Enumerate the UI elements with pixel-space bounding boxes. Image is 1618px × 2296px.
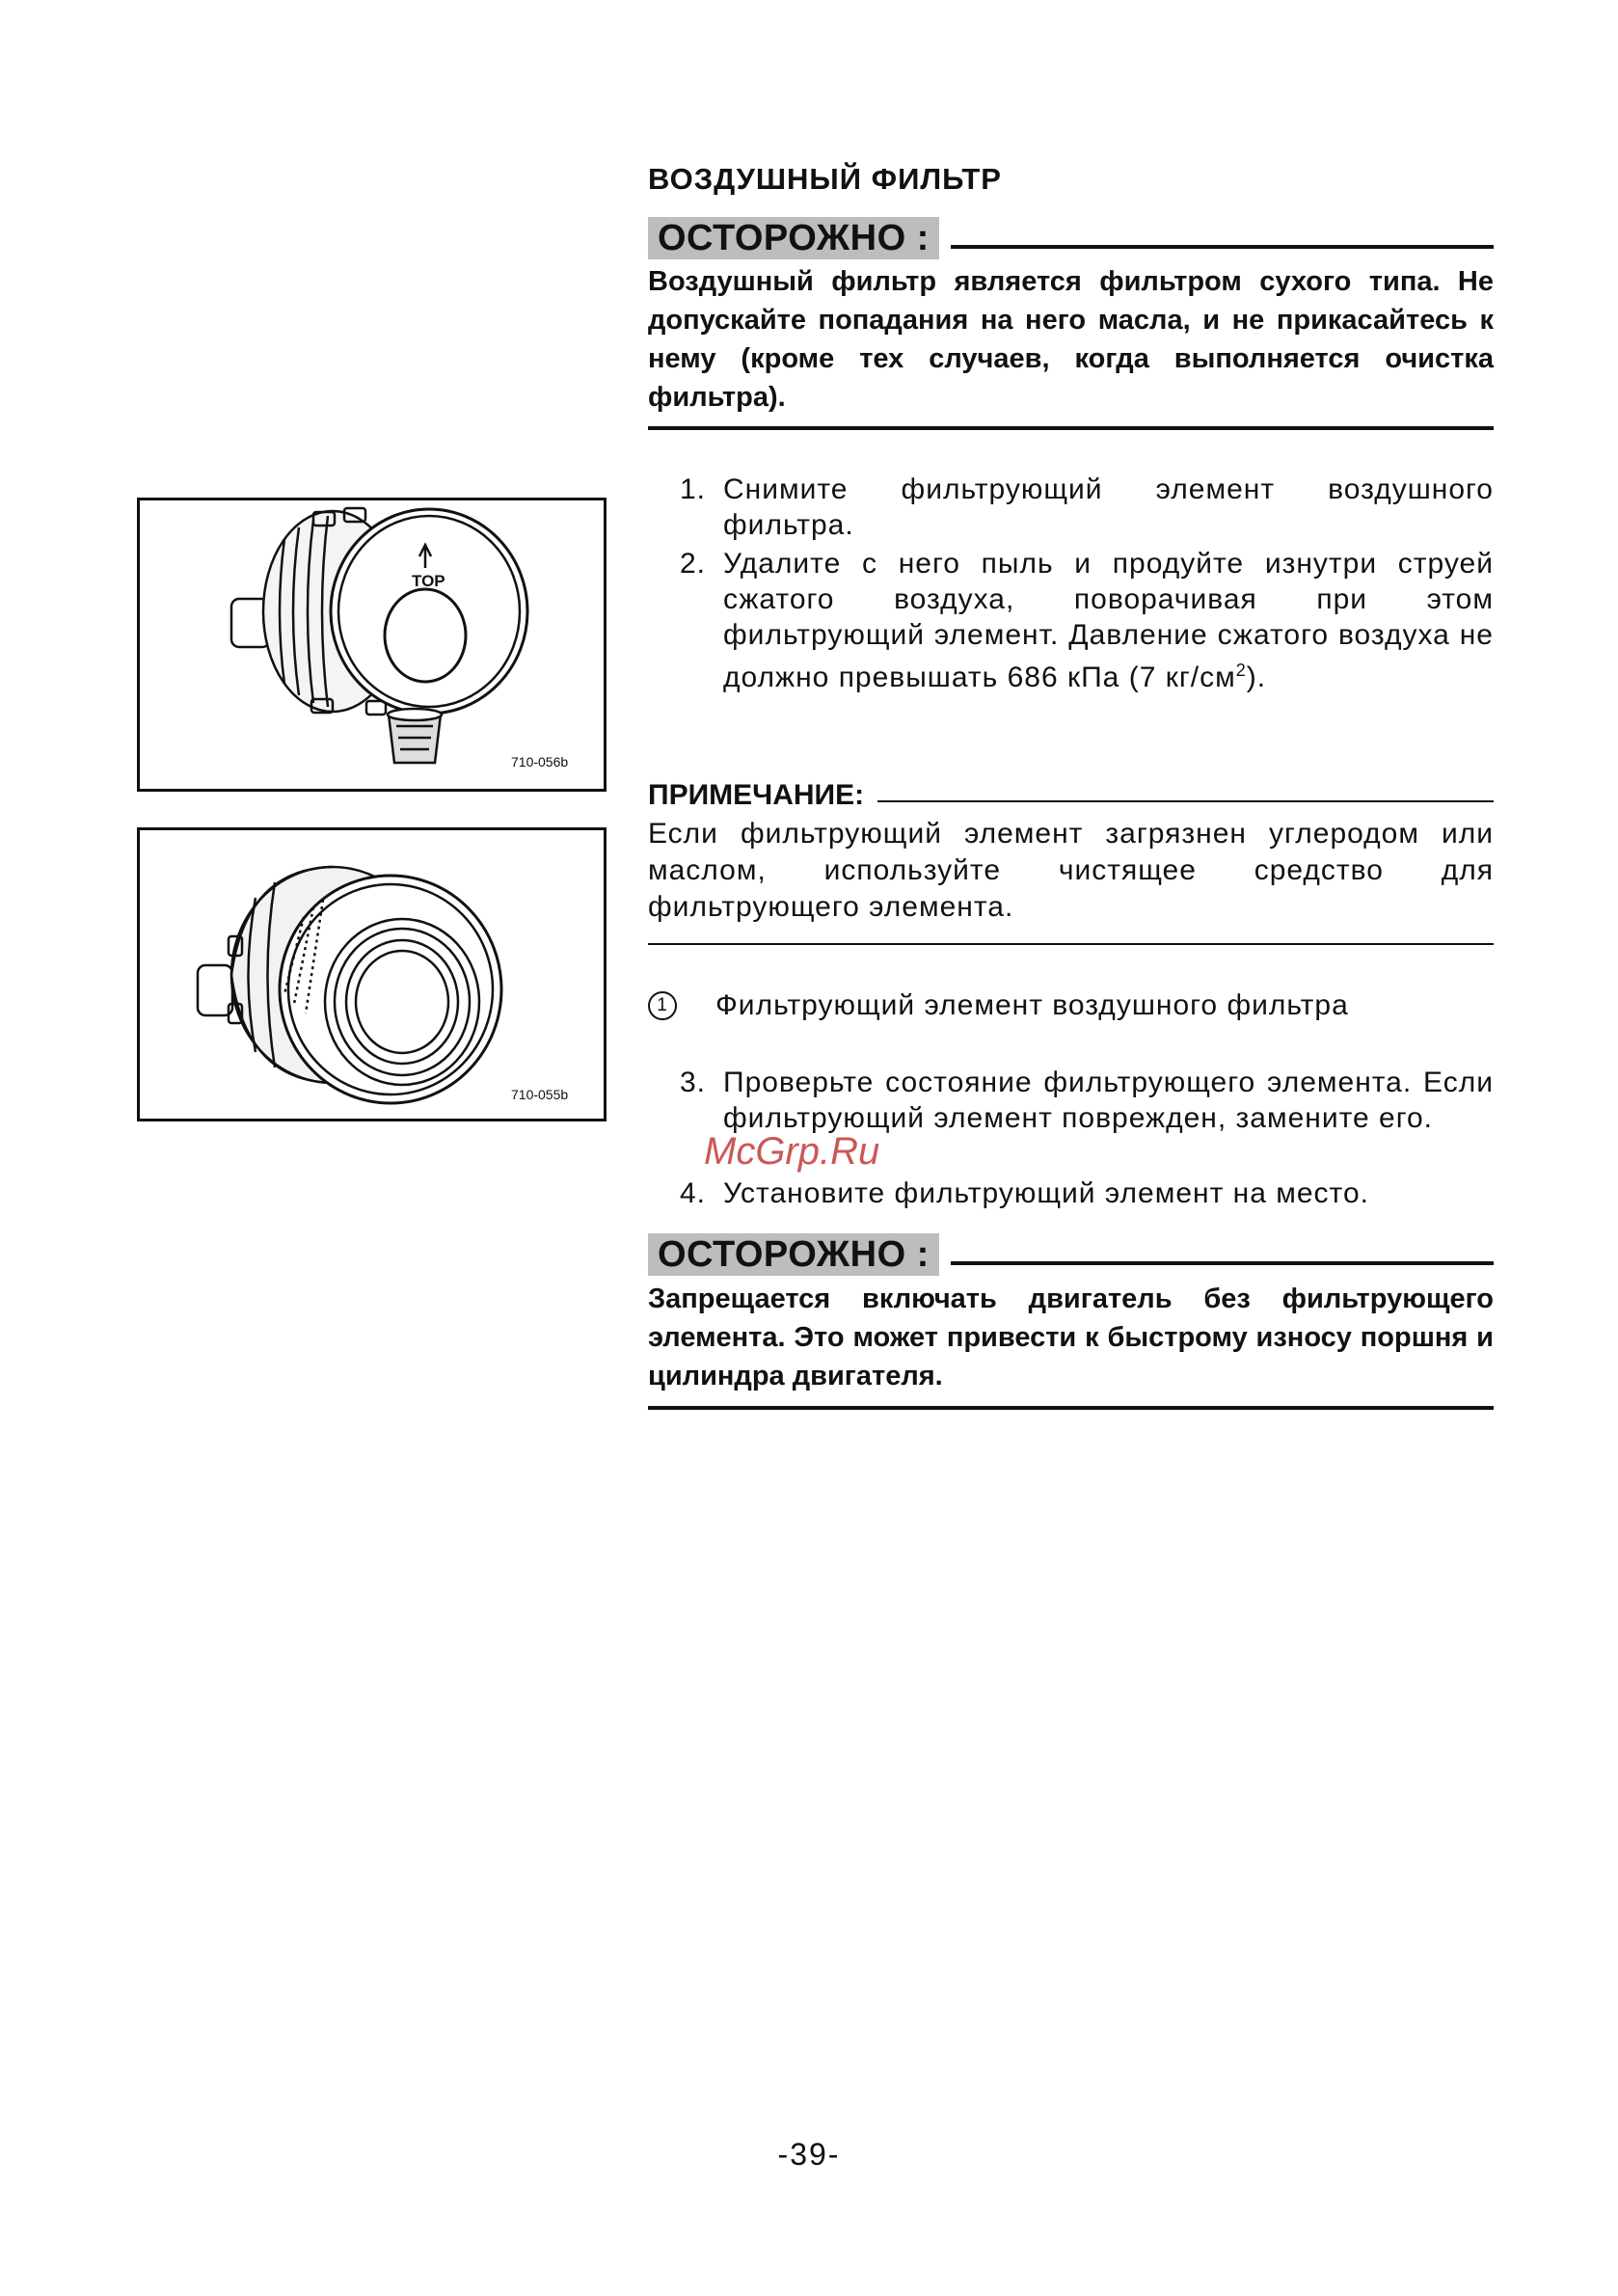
step-text: Снимите фильтрующий элемент воздушного фильтра.: [723, 473, 1494, 541]
step-text-main: Удалите с него пыль и продуйте изнутри струей сжатого воздуха, поворачивая при этом фильтрующий элемент. Давление сжатого воздуха не должно превышать 686 кПа (7 кг/см: [723, 548, 1494, 693]
superscript: 2: [1235, 661, 1247, 680]
caution-header: [648, 1232, 1494, 1277]
callout-number: 1: [648, 991, 677, 1020]
caution-label: ОСТОРОЖНО :: [648, 217, 939, 259]
note-end-rule: [648, 943, 1494, 945]
note-text: Если фильтрующий элемент загрязнен углеродом или маслом, используйте чистящее средство для фильтрующего элемента.: [648, 818, 1494, 923]
figure-legend: [648, 989, 1349, 1022]
figure-air-filter-cap: [137, 498, 607, 792]
step-text: [723, 546, 1494, 695]
note-header: [648, 779, 1494, 812]
page-number: -39-: [777, 2137, 841, 2172]
step-text: Установите фильтрующий элемент на место.: [723, 1177, 1369, 1209]
figure-code: 710-055b: [511, 1087, 569, 1102]
figure-code: 710-056b: [511, 754, 569, 770]
caution-label: ОСТОРОЖНО :: [648, 1233, 939, 1276]
step-item: [648, 546, 1494, 695]
note-header-rule: [877, 800, 1494, 802]
caution-end-rule: [648, 1406, 1494, 1410]
note-label: ПРИМЕЧАНИЕ:: [648, 779, 865, 811]
caution-text: Воздушный фильтр является фильтром сухого типа. Не допускайте попадания на него масла, и не прикасайтесь к нему (кроме тех случаев, когда выполняется очистка фильтра).: [648, 266, 1494, 413]
caution-header-rule: [951, 245, 1494, 249]
top-marking: TOP: [412, 572, 445, 590]
step-number: 1.: [679, 473, 706, 505]
caution-header-rule: [951, 1261, 1494, 1265]
step-item: [648, 472, 1494, 543]
figure-filter-element: [137, 827, 607, 1121]
step-number: 3.: [679, 1067, 706, 1098]
filter-element-illustration: [140, 830, 604, 1119]
watermark: McGrp.Ru: [704, 1130, 880, 1173]
step-text-tail: ).: [1246, 662, 1267, 693]
caution-header: [648, 216, 1494, 260]
step-text: Проверьте состояние фильтрующего элемента. Если фильтрующий элемент поврежден, замените его.: [723, 1067, 1494, 1134]
step-item: [648, 1175, 1494, 1211]
step-number: 4.: [679, 1177, 706, 1209]
legend-text: Фильтрующий элемент воздушного фильтра: [715, 989, 1349, 1021]
section-title: ВОЗДУШНЫЙ ФИЛЬТР: [648, 162, 1002, 196]
step-number: 2.: [679, 548, 706, 580]
air-filter-cap-illustration: [140, 500, 604, 789]
caution-text: Запрещается включать двигатель без фильтрующего элемента. Это может привести к быстрому износу поршня и цилиндра двигателя.: [648, 1283, 1494, 1391]
step-item: [648, 1065, 1494, 1136]
caution-end-rule: [648, 426, 1494, 430]
